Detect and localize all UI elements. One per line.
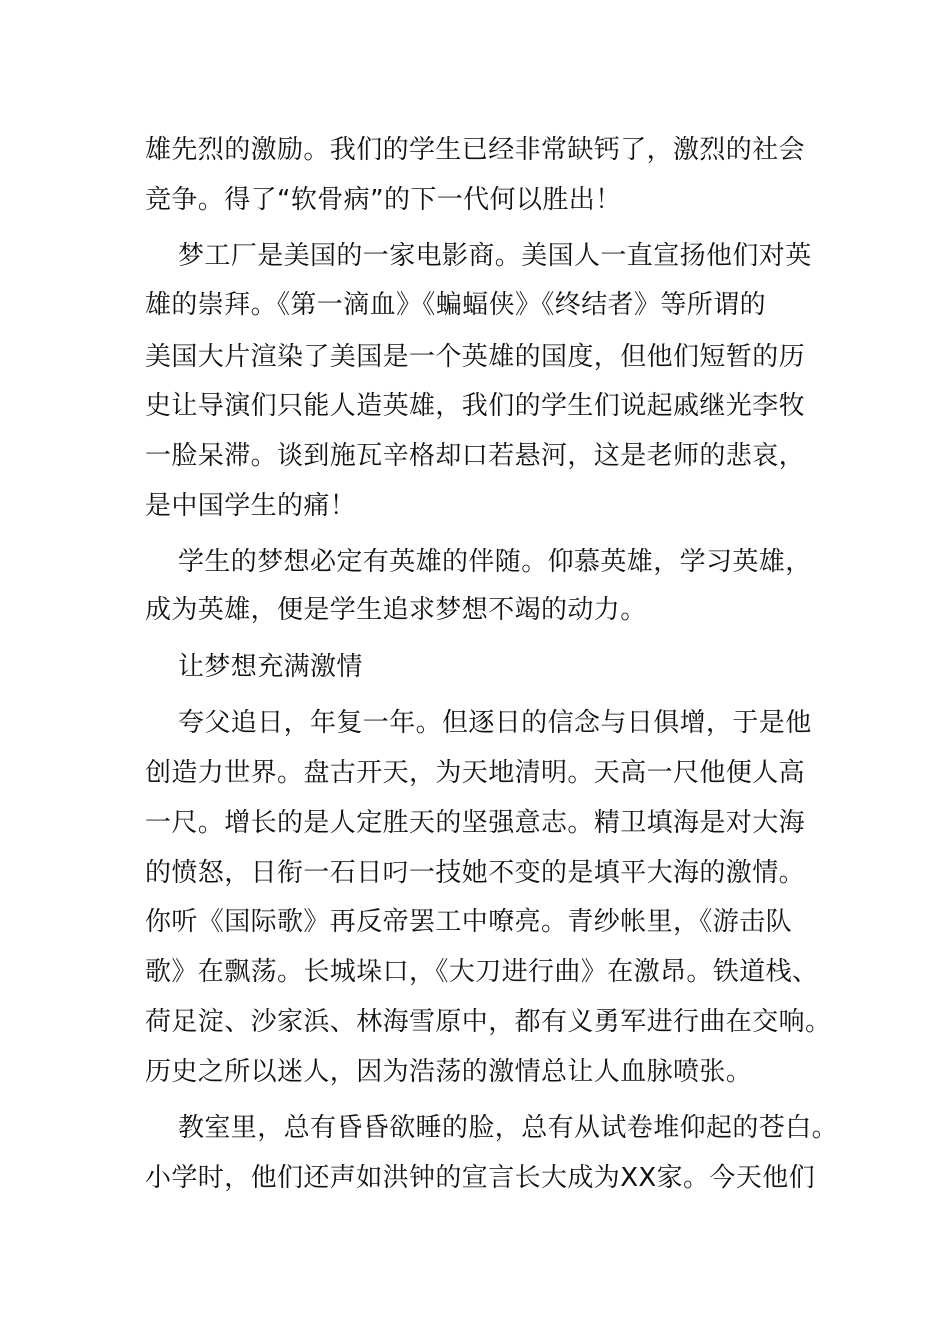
text-line: 歌》在飘荡。长城垛口，《大刀进行曲》在激昂。铁道栈、 (145, 957, 819, 987)
section-heading: 让梦想充满激情 (178, 652, 363, 682)
text-line: 竞争。得了“软骨病”的下一代何以胜出！ (145, 185, 622, 215)
paragraph-first-line: 学生的梦想必定有英雄的伴随。仰慕英雄，学习英雄， (178, 547, 812, 577)
text-line: 成为英雄，便是学生追求梦想不竭的动力。 (145, 595, 647, 625)
paragraph-first-line: 夸父追日，年复一年。但逐日的信念与日俱增，于是他 (178, 708, 812, 738)
text-line: 一脸呆滞。谈到施瓦辛格却口若悬河，这是老师的悲哀， (145, 441, 806, 471)
text-line: 一尺。增长的是人定胜天的坚强意志。精卫填海是对大海 (145, 808, 806, 838)
text-line: 创造力世界。盘古开天，为天地清明。天高一尺他便人高 (145, 758, 806, 788)
text-line: 雄先烈的激励。我们的学生已经非常缺钙了，激烈的社会 (145, 135, 806, 165)
text-line: 史让导演们只能人造英雄，我们的学生们说起戚继光李牧 (145, 391, 806, 421)
text-line: 你听《国际歌》再反帝罢工中嘹亮。青纱帐里，《游击队 (145, 907, 793, 937)
text-line: 的愤怒，日衔一石日叼一技她不变的是填平大海的激情。 (145, 858, 806, 888)
text-line: 美国大片渲染了美国是一个英雄的国度，但他们短暂的历 (145, 342, 806, 372)
text-line: 历史之所以迷人，因为浩荡的激情总让人血脉喷张。 (145, 1057, 753, 1087)
paragraph-first-line: 梦工厂是美国的一家电影商。美国人一直宣扬他们对英 (178, 241, 812, 271)
text-line: 是中国学生的痛！ (145, 491, 357, 521)
paragraph-first-line: 教室里，总有昏昏欲睡的脸，总有从试卷堆仰起的苍白。 (178, 1113, 839, 1143)
text-line: 雄的崇拜。《第一滴血》《蝙蝠侠》《终结者》等所谓的 (145, 290, 767, 320)
text-line: 荷足淀、沙家浜、林海雪原中，都有义勇军进行曲在交响。 (145, 1007, 832, 1037)
text-line: 小学时，他们还声如洪钟的宣言长大成为XX家。今天他们 (145, 1163, 816, 1193)
